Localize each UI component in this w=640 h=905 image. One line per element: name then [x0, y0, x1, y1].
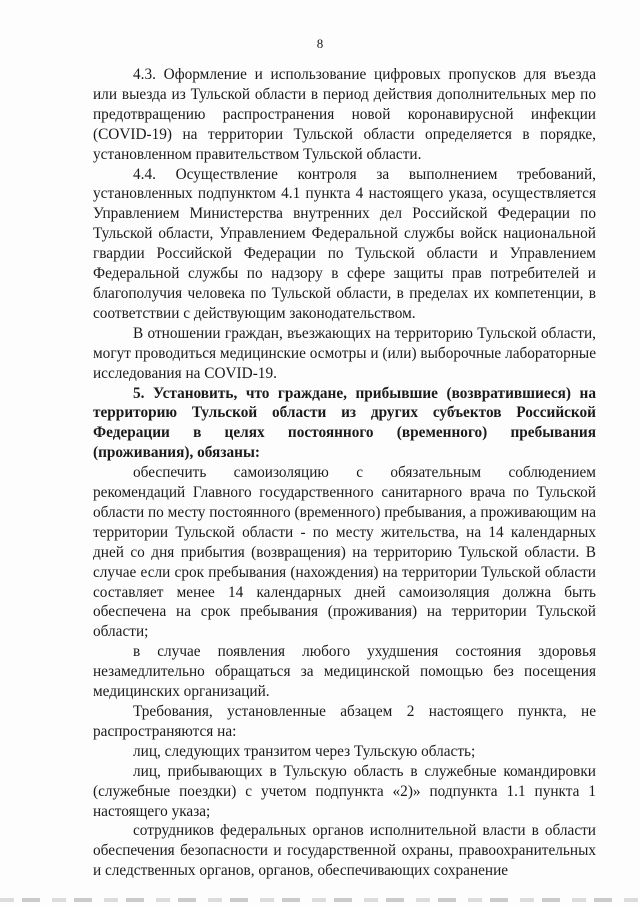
paragraph-transit: лиц, следующих транзитом через Тульскую область; [133, 742, 476, 760]
paragraph-5: 5. Установить, что граждане, прибывшие (возвратившиеся) на территорию Тульской области из других субъектов Российской Федерации в целях постоянного (временного) пребывания (проживания), обязаны: [93, 384, 596, 462]
paragraph-4-3: 4.3. Оформление и использование цифровых пропусков для въезда или выезда из Тульской области в период действия дополнительных мер по предотвращению распространения новой коронавирусной инфекции (COVID-19) на территории Тульской области определяется в порядке, установленном правительством Тульской области. [93, 66, 596, 163]
document-body [93, 65, 596, 881]
paragraph-officials: сотрудников федеральных органов исполнительной власти в области обеспечения безопасности и государственной охраны, правоохранительных и следственных органов, органов, обеспечивающих сохранение [93, 822, 596, 880]
scan-artifact-line [0, 898, 640, 902]
paragraph-requirements: Требования, установленные абзацем 2 настоящего пункта, не распространяются на: [93, 703, 596, 740]
paragraph-business: лиц, прибывающих в Тульскую область в служебные командировки (служебные поездки) с учетом подпункта «2)» подпункта 1.1 пункта 1 настоящего указа; [93, 762, 596, 820]
paragraph-health: в случае появления любого ухудшения состояния здоровья незамедлительно обращаться за медицинской помощью без посещения медицинских организаций. [93, 643, 596, 701]
paragraph-isolation: обеспечить самоизоляцию с обязательным соблюдением рекомендаций Главного государственного санитарного врача по Тульской области по месту постоянного (временного) пребывания, а проживающим на территории Тульской области - по месту жительства, на 14 календарных дней со дня прибытия (возвращения) на территорию Тульской области. В случае если срок пребывания (нахождения) на территории Тульской области составляет менее 14 календарных дней самоизоляция должна быть обеспечена на срок пребывания (проживания) на территории Тульской области; [93, 464, 596, 641]
paragraph-4-4: 4.4. Осуществление контроля за выполнением требований, установленных подпунктом 4.1 пункта 4 настоящего указа, осуществляется Управлением Министерства внутренних дел Российской Федерации по Тульской области, Управлением Федеральной службы войск национальной гвардии Российской Федерации по Тульской области и Управлением Федеральной службы по надзору в сфере защиты прав потребителей и благополучия человека по Тульской области, в пределах их компетенции, в соответствии с действующим законодательством. [93, 165, 596, 322]
page-number: 8 [316, 36, 324, 51]
paragraph-medical: В отношении граждан, въезжающих на территорию Тульской области, могут проводиться медицинские осмотры и (или) выборочные лабораторные исследования на COVID-19. [93, 324, 596, 382]
